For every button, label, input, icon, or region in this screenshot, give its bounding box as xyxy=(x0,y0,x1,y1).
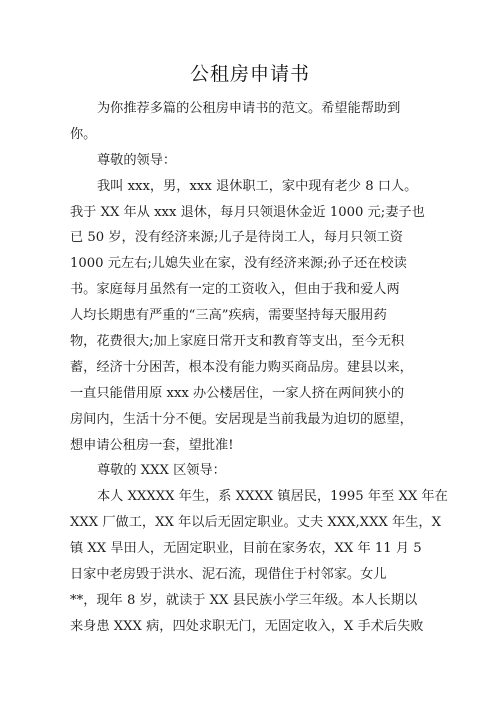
text-line: 物，花费很大;加上家庭日常开支和教育等支出，至今无积 xyxy=(70,334,405,350)
text-line: 已 50 岁，没有经济来源;儿子是待岗工人，每月只领工资 xyxy=(70,230,403,246)
text-line: XXX 厂做工，XX 年以后无固定职业。丈夫 XXX,XXX 年生，X xyxy=(70,515,441,531)
text-line: **，现年 8 岁，就读于 XX 县民族小学三年级。本人长期以 xyxy=(70,592,418,608)
text-line: 日家中老房毁于洪水、泥石流，现借住于村邻家。女儿 xyxy=(70,567,387,583)
text-line: 你。 xyxy=(70,126,97,142)
document-body xyxy=(70,96,448,640)
text-line: 想申请公租房一套，望批准! xyxy=(70,437,234,453)
text-line: 镇 XX 旱田人，无固定职业，目前在家务农，XX 年 11 月 5 xyxy=(70,541,422,557)
text-line: 房间内，生活十分不便。安居现是当前我最为迫切的愿望， xyxy=(70,411,413,427)
text-line: 尊敬的领导： xyxy=(97,152,177,168)
text-line: 本人 XXXXX 年生，系 XXXX 镇居民，1995 年至 XX 年在 xyxy=(97,489,448,505)
text-line: 为你推荐多篇的公租房申请书的范文。希望能帮助到 xyxy=(97,101,401,116)
text-line: 一直只能借用原 xxx 办公楼居住，一家人挤在两间狭小的 xyxy=(70,385,405,401)
text-line: 来身患 XXX 病，四处求职无门，无固定收入，X 手术后失败 xyxy=(70,618,424,634)
text-line: 尊敬的 XXX 区领导： xyxy=(97,463,226,479)
text-line: 书。家庭每月虽然有一定的工资收入，但由于我和爱人两 xyxy=(70,282,400,298)
text-line: 人均长期患有严重的“三高”疾病，需要坚持每天服用药 xyxy=(70,308,387,324)
text-line: 我叫 xxx，男，xxx 退休职工，家中现有老少 8 口人。 xyxy=(97,178,418,194)
text-line: 1000 元左右;儿媳失业在家，没有经济来源;孙子还在校读 xyxy=(70,256,407,272)
document-title: 公租房申请书 xyxy=(189,63,310,85)
text-line: 蓄，经济十分困苦，根本没有能力购买商品房。建县以来， xyxy=(70,359,413,375)
text-line: 我于 XX 年从 xxx 退休，每月只领退休金近 1000 元;妻子也 xyxy=(70,204,425,220)
